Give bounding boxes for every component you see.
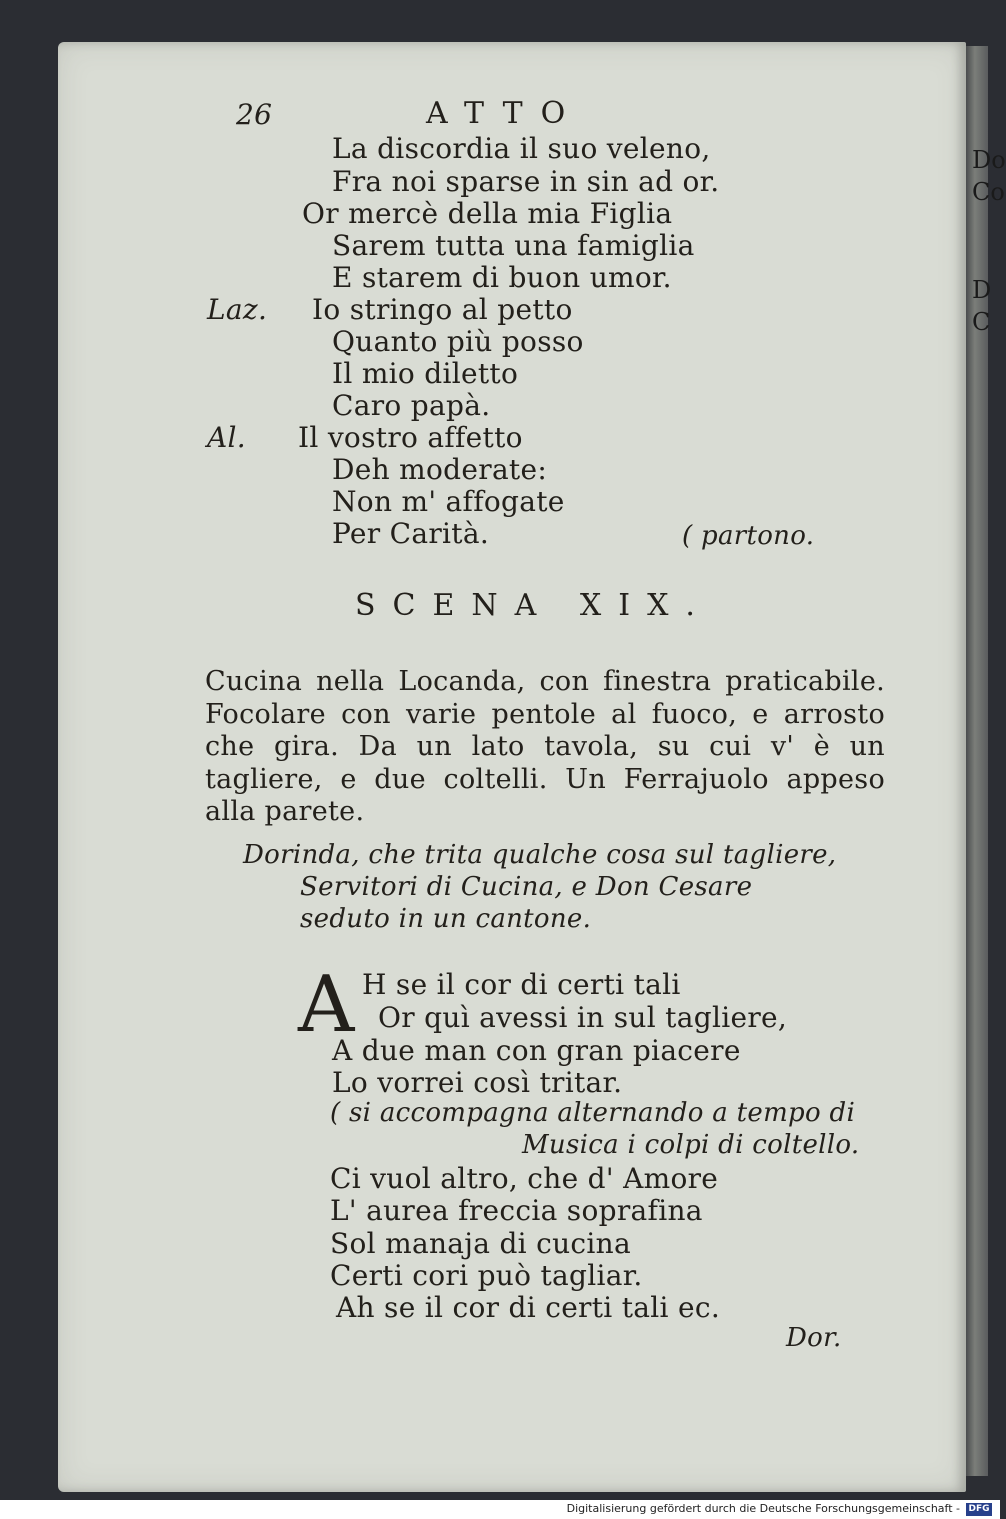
verse-line: Non m' affogate [332,485,565,518]
scene-title: SCENA XIX. [355,588,712,623]
verse-line: Il vostro affetto [298,421,523,454]
edge-fragment: D [972,276,992,304]
verse-line: Or quì avessi in sul tagliere, [378,1001,788,1034]
verse-line: L' aurea freccia soprafina [330,1194,703,1227]
verse-line: Ah se il cor di certi tali ec. [336,1291,721,1324]
verse-line: A due man con gran piacere [332,1034,741,1067]
verse-line: Ci vuol altro, che d' Amore [330,1162,719,1195]
verse-line: Il mio diletto [332,357,519,390]
verse-line: Quanto più posso [332,325,584,358]
verse-line: Lo vorrei così tritar. [332,1066,623,1099]
stage-direction: ( partono. [682,521,815,551]
catchword: Dor. [786,1323,842,1353]
edge-fragment: Co [972,178,1005,206]
page-number: 26 [236,98,273,131]
footer-credit: Digitalisierung gefördert durch die Deutsche Forschungsgemeinschaft - [566,1502,960,1515]
next-page-edge [966,46,1006,1476]
verse-line: Certi cori può tagliar. [330,1259,643,1292]
stage-direction: ( si accompagna alternando a tempo di [330,1098,856,1128]
drop-cap: A [298,960,355,1050]
character-list-line: seduto in un cantone. [300,904,592,934]
stage-direction: Musica i colpi di coltello. [522,1130,860,1160]
verse-line: H se il cor di certi tali [362,968,681,1001]
verse-line: Sarem tutta una famiglia [332,229,695,262]
speaker-al: Al. [207,421,246,454]
character-list-line: Dorinda, che trita qualche cosa sul tagliere, [243,840,837,870]
scene-setting: Cucina nella Locanda, con finestra praticabile. Focolare con varie pentole al fuoco, e arrosto che gira. Da un lato tavola, su cui v' è un tagliere, e due coltelli. Un Ferrajuolo appeso alla parete. [205,666,885,827]
dfg-logo: DFG [966,1503,992,1516]
verse-line: Per Carità. [332,517,490,550]
verse-line: E starem di buon umor. [332,261,672,294]
edge-fragment: Do [972,146,1006,174]
verse-line: Fra noi sparse in sin ad or. [332,165,720,198]
verse-line: La discordia il suo veleno, [332,132,711,165]
running-title: ATTO [426,96,584,131]
speaker-laz: Laz. [207,293,268,326]
verse-line: Or mercè della mia Figlia [302,197,673,230]
footer-bar [0,1500,1000,1519]
edge-fragment: C [972,308,991,336]
character-list-line: Servitori di Cucina, e Don Cesare [300,872,753,902]
verse-line: Caro papà. [332,389,491,422]
verse-line: Sol manaja di cucina [330,1227,631,1260]
verse-line: Deh moderate: [332,453,548,486]
verse-line: Io stringo al petto [312,293,573,326]
